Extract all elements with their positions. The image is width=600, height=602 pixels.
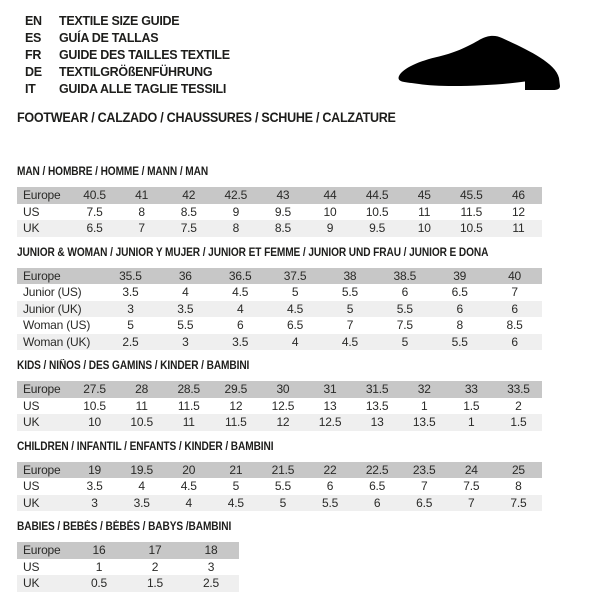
size-cell: 1 bbox=[95, 559, 103, 574]
size-cell: 4.5 bbox=[212, 495, 259, 512]
size-cell: 3.5 bbox=[158, 301, 213, 318]
language-code: EN bbox=[25, 14, 42, 28]
size-cell: 30 bbox=[259, 381, 306, 398]
size-cell: 3.5 bbox=[118, 495, 165, 512]
size-cell: 9 bbox=[232, 204, 240, 219]
size-cell: 5.5 bbox=[177, 318, 194, 333]
table-row bbox=[17, 542, 239, 559]
size-cell: 9.5 bbox=[354, 220, 401, 237]
size-cell: 36.5 bbox=[213, 268, 268, 285]
size-cell: 7.5 bbox=[165, 220, 212, 237]
row-label-cell: US bbox=[23, 559, 40, 574]
size-cell: 0.5 bbox=[71, 575, 127, 592]
size-cell: 5 bbox=[377, 334, 432, 351]
size-cell: 44 bbox=[306, 187, 353, 204]
language-row bbox=[25, 13, 230, 30]
size-cell: 25 bbox=[495, 462, 542, 479]
section-title: BABIES / BEBÉS / BÉBÉS / BABYS /BAMBINI bbox=[17, 521, 232, 533]
size-cell: 4.5 bbox=[268, 301, 323, 318]
section-title: KIDS / NIÑOS / DES GAMINS / KINDER / BAMBINI bbox=[17, 360, 250, 372]
size-cell: 7.5 bbox=[86, 204, 103, 219]
size-cell: 4 bbox=[268, 334, 323, 351]
size-cell: 1.5 bbox=[495, 414, 542, 431]
size-cell: 12.5 bbox=[306, 414, 353, 431]
table-row bbox=[17, 575, 239, 592]
size-cell: 2 bbox=[151, 559, 159, 574]
size-cell: 37.5 bbox=[268, 268, 323, 285]
table-row bbox=[17, 495, 542, 512]
size-table bbox=[17, 187, 542, 237]
size-cell: 7.5 bbox=[495, 495, 542, 512]
size-cell: 32 bbox=[401, 381, 448, 398]
language-label: TEXTILE SIZE GUIDE bbox=[59, 14, 180, 28]
size-cell: 7 bbox=[420, 479, 428, 494]
size-cell: 45 bbox=[401, 187, 448, 204]
row-label-cell: Junior (US) bbox=[23, 285, 82, 300]
language-list bbox=[25, 13, 230, 98]
size-table bbox=[17, 462, 542, 512]
size-cell: 3.5 bbox=[86, 479, 103, 494]
section-title: JUNIOR & WOMAN / JUNIOR Y MUJER / JUNIOR ET FEMME / JUNIOR UND FRAU / JUNIOR E DONA bbox=[17, 246, 489, 259]
size-cell: 19 bbox=[71, 462, 118, 479]
row-label-cell: US bbox=[23, 204, 40, 219]
size-cell: 19.5 bbox=[118, 462, 165, 479]
size-section bbox=[17, 247, 583, 351]
table-row bbox=[17, 478, 542, 495]
size-cell: 7.5 bbox=[396, 318, 413, 333]
size-cell: 11 bbox=[418, 204, 431, 219]
size-cell: 5 bbox=[291, 285, 299, 300]
row-label-cell: UK bbox=[17, 220, 71, 237]
size-cell: 23.5 bbox=[401, 462, 448, 479]
size-section bbox=[17, 166, 583, 237]
row-label-cell: UK bbox=[17, 575, 71, 592]
size-cell: 18 bbox=[183, 542, 239, 559]
size-cell: 42 bbox=[165, 187, 212, 204]
size-cell: 11 bbox=[495, 220, 542, 237]
size-cell: 13.5 bbox=[365, 398, 389, 413]
table-row bbox=[17, 414, 542, 431]
size-cell: 11.5 bbox=[460, 204, 483, 219]
size-cell: 42.5 bbox=[212, 187, 259, 204]
table-row bbox=[17, 284, 542, 301]
size-cell: 38.5 bbox=[377, 268, 432, 285]
language-label: GUÍA DE TALLAS bbox=[59, 31, 159, 45]
size-cell: 9.5 bbox=[274, 204, 291, 219]
size-cell: 7.5 bbox=[463, 479, 480, 494]
size-cell: 22.5 bbox=[354, 462, 401, 479]
language-label: TEXTILGRÖßENFÜHRUNG bbox=[59, 65, 213, 79]
size-cell: 5.5 bbox=[274, 479, 291, 494]
size-cell: 10.5 bbox=[448, 220, 495, 237]
size-cell: 7 bbox=[118, 220, 165, 237]
size-cell: 10.5 bbox=[83, 398, 106, 413]
size-cell: 6 bbox=[401, 285, 409, 300]
row-label-cell: Junior (UK) bbox=[17, 301, 103, 318]
size-cell: 6 bbox=[354, 495, 401, 512]
row-label-cell: Europe bbox=[17, 381, 71, 398]
size-section bbox=[17, 441, 583, 512]
row-label-cell: Europe bbox=[17, 462, 71, 479]
size-cell: 31 bbox=[306, 381, 353, 398]
size-cell: 3 bbox=[71, 495, 118, 512]
size-cell: 11 bbox=[165, 414, 212, 431]
size-cell: 8.5 bbox=[506, 318, 523, 333]
size-cell: 5 bbox=[127, 318, 134, 333]
size-cell: 13 bbox=[354, 414, 401, 431]
size-cell: 6.5 bbox=[401, 495, 448, 512]
size-cell: 6.5 bbox=[71, 220, 118, 237]
size-cell: 6 bbox=[326, 479, 334, 494]
size-cell: 8 bbox=[456, 318, 463, 333]
language-row bbox=[25, 81, 230, 98]
table-row bbox=[17, 301, 542, 318]
language-code: DE bbox=[25, 65, 42, 79]
size-cell: 4 bbox=[213, 301, 268, 318]
size-cell: 43 bbox=[259, 187, 306, 204]
size-cell: 3 bbox=[207, 559, 215, 574]
size-cell: 5.5 bbox=[306, 495, 353, 512]
size-section bbox=[17, 521, 583, 592]
size-cell: 11 bbox=[135, 398, 148, 413]
size-cell: 1.5 bbox=[463, 398, 480, 413]
size-cell: 5 bbox=[232, 479, 240, 494]
size-cell: 1 bbox=[420, 398, 428, 413]
size-cell: 28 bbox=[118, 381, 165, 398]
size-cell: 8 bbox=[515, 479, 522, 494]
size-cell: 44.5 bbox=[354, 187, 401, 204]
language-label: GUIDE DES TAILLES TEXTILE bbox=[59, 48, 230, 62]
size-cell: 6 bbox=[487, 334, 542, 351]
size-cell: 5.5 bbox=[432, 334, 487, 351]
table-row bbox=[17, 334, 542, 351]
size-cell: 9 bbox=[306, 220, 353, 237]
language-code: ES bbox=[25, 31, 42, 45]
size-tables-container bbox=[17, 161, 583, 602]
language-code: FR bbox=[25, 48, 42, 62]
size-cell: 33 bbox=[448, 381, 495, 398]
size-cell: 40 bbox=[487, 268, 542, 285]
size-cell: 10 bbox=[401, 220, 448, 237]
table-row bbox=[17, 381, 542, 398]
size-cell: 11.5 bbox=[177, 398, 200, 413]
size-cell: 7 bbox=[448, 495, 495, 512]
size-cell: 1.5 bbox=[127, 575, 183, 592]
size-cell: 4.5 bbox=[180, 479, 197, 494]
section-title: MAN / HOMBRE / HOMME / MANN / MAN bbox=[17, 166, 209, 178]
size-cell: 4 bbox=[138, 479, 145, 494]
row-label-cell: Europe bbox=[17, 542, 71, 559]
size-cell: 39 bbox=[432, 268, 487, 285]
size-cell: 5.5 bbox=[341, 285, 358, 300]
size-cell: 10.5 bbox=[118, 414, 165, 431]
size-cell: 3.5 bbox=[122, 285, 139, 300]
size-cell: 13 bbox=[323, 398, 337, 413]
size-cell: 7 bbox=[511, 285, 518, 300]
size-cell: 6.5 bbox=[369, 479, 386, 494]
dress-shoe-icon bbox=[397, 33, 572, 95]
size-cell: 4 bbox=[182, 285, 189, 300]
size-cell: 21.5 bbox=[259, 462, 306, 479]
row-label-cell: US bbox=[23, 398, 40, 413]
size-cell: 16 bbox=[71, 542, 127, 559]
size-cell: 6 bbox=[432, 301, 487, 318]
size-cell: 5 bbox=[323, 301, 378, 318]
language-row bbox=[25, 30, 230, 47]
section-title: CHILDREN / INFANTIL / ENFANTS / KINDER / BAMBINI bbox=[17, 440, 274, 453]
size-cell: 41 bbox=[118, 187, 165, 204]
size-cell: 10.5 bbox=[365, 204, 389, 219]
row-label-cell: Woman (US) bbox=[23, 318, 91, 333]
language-row bbox=[25, 64, 230, 81]
table-row bbox=[17, 220, 542, 237]
size-section bbox=[17, 360, 583, 431]
size-cell: 11.5 bbox=[212, 414, 259, 431]
language-label: GUIDA ALLE TAGLIE TESSILI bbox=[59, 82, 227, 96]
size-cell: 36 bbox=[158, 268, 213, 285]
size-cell: 38 bbox=[323, 268, 378, 285]
row-label-cell: Europe bbox=[17, 268, 103, 285]
size-cell: 12.5 bbox=[271, 398, 295, 413]
size-cell: 33.5 bbox=[495, 381, 542, 398]
size-cell: 12 bbox=[229, 398, 243, 413]
table-row bbox=[17, 398, 542, 415]
size-cell: 40.5 bbox=[71, 187, 118, 204]
row-label-cell: Europe bbox=[17, 187, 71, 204]
size-cell: 2 bbox=[515, 398, 522, 413]
size-cell: 29.5 bbox=[212, 381, 259, 398]
table-row bbox=[17, 559, 239, 576]
size-table bbox=[17, 268, 542, 351]
size-cell: 5.5 bbox=[377, 301, 432, 318]
size-cell: 4 bbox=[165, 495, 212, 512]
row-label-cell: Woman (UK) bbox=[17, 334, 103, 351]
size-cell: 4.5 bbox=[323, 334, 378, 351]
table-row bbox=[17, 462, 542, 479]
size-cell: 27.5 bbox=[71, 381, 118, 398]
size-cell: 8 bbox=[212, 220, 259, 237]
size-cell: 8.5 bbox=[259, 220, 306, 237]
size-cell: 12 bbox=[511, 204, 525, 219]
size-cell: 2.5 bbox=[103, 334, 158, 351]
size-cell: 21 bbox=[212, 462, 259, 479]
size-cell: 3.5 bbox=[213, 334, 268, 351]
table-row bbox=[17, 268, 542, 285]
size-cell: 10 bbox=[323, 204, 337, 219]
size-cell: 13.5 bbox=[401, 414, 448, 431]
size-cell: 7 bbox=[346, 318, 354, 333]
language-code: IT bbox=[25, 82, 36, 96]
size-cell: 8.5 bbox=[180, 204, 197, 219]
size-cell: 31.5 bbox=[354, 381, 401, 398]
size-cell: 3 bbox=[158, 334, 213, 351]
size-cell: 8 bbox=[138, 204, 145, 219]
size-cell: 6 bbox=[236, 318, 244, 333]
size-cell: 45.5 bbox=[448, 187, 495, 204]
size-cell: 1 bbox=[448, 414, 495, 431]
size-table bbox=[17, 542, 239, 592]
size-cell: 35.5 bbox=[103, 268, 158, 285]
size-cell: 5 bbox=[259, 495, 306, 512]
table-row bbox=[17, 317, 542, 334]
size-cell: 46 bbox=[495, 187, 542, 204]
size-cell: 12 bbox=[259, 414, 306, 431]
row-label-cell: UK bbox=[17, 495, 71, 512]
size-cell: 2.5 bbox=[183, 575, 239, 592]
size-cell: 17 bbox=[127, 542, 183, 559]
size-cell: 10 bbox=[71, 414, 118, 431]
footwear-category-line: FOOTWEAR / CALZADO / CHAUSSURES / SCHUHE / CALZATURE bbox=[17, 110, 396, 125]
language-row bbox=[25, 47, 230, 64]
size-cell: 3 bbox=[103, 301, 158, 318]
row-label-cell: US bbox=[23, 479, 40, 494]
table-row bbox=[17, 187, 542, 204]
size-cell: 6.5 bbox=[287, 318, 304, 333]
size-cell: 20 bbox=[165, 462, 212, 479]
size-cell: 24 bbox=[448, 462, 495, 479]
size-cell: 6.5 bbox=[451, 285, 468, 300]
size-cell: 6 bbox=[487, 301, 542, 318]
table-row bbox=[17, 204, 542, 221]
size-cell: 22 bbox=[306, 462, 353, 479]
row-label-cell: UK bbox=[17, 414, 71, 431]
size-table bbox=[17, 381, 542, 431]
size-cell: 4.5 bbox=[232, 285, 249, 300]
size-cell: 28.5 bbox=[165, 381, 212, 398]
